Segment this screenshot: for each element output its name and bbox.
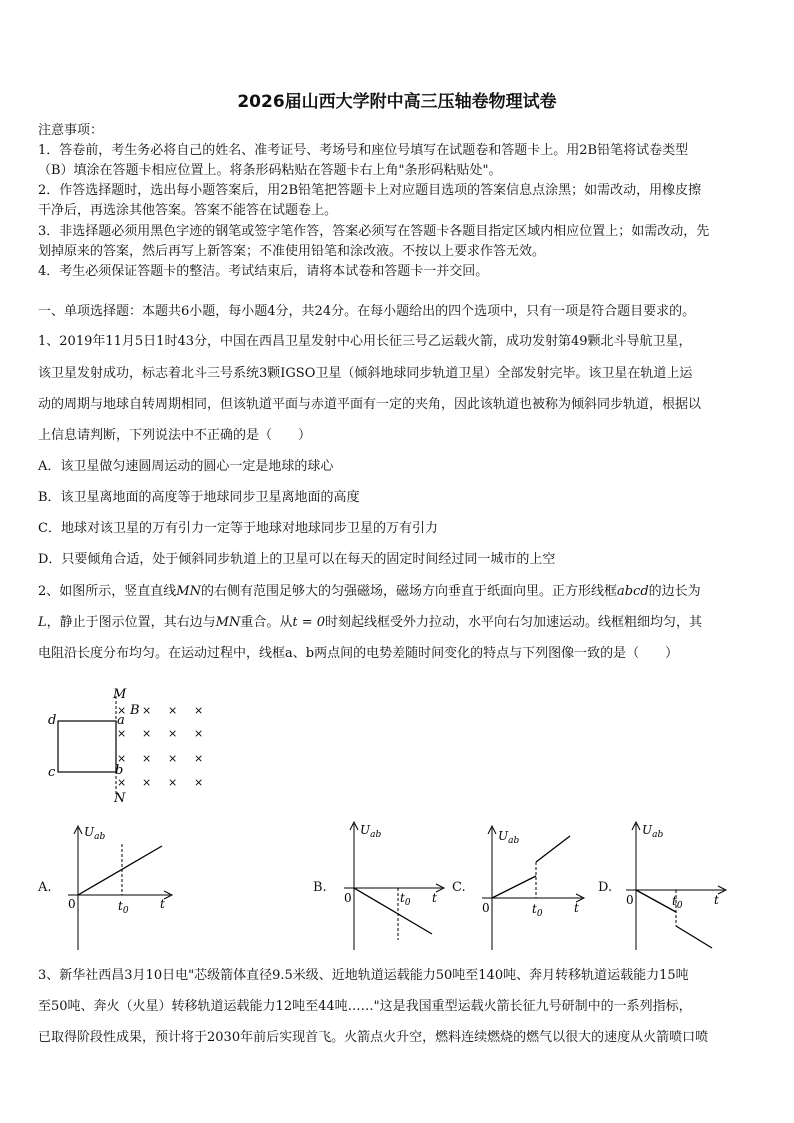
t-label: t (714, 893, 719, 907)
curve-segment-2 (536, 836, 570, 862)
origin-label: 0 (626, 893, 634, 907)
q2-frame-figure (40, 684, 220, 808)
notice-line: 4．考生必须保证答题卡的整洁。考试结束后，请将本试卷和答题卡一并交回。 (38, 264, 489, 279)
q1-stem-line: 1、2019年11月5日1时43分，中国在西昌卫星发射中心用长征三号乙运载火箭，成功发射第49颗北斗导航卫星， (38, 334, 692, 349)
curve (354, 888, 432, 934)
q3-stem-line: 3、新华社西昌3月10日电"芯级箭体直径9.5米级、近地轨道运载能力50吨至140吨、奔月转移轨道运载能力15吨 (38, 968, 689, 983)
curve-segment-1 (636, 890, 676, 912)
q3-stem-line: 已取得阶段性成果，预计将于2030年前后实现首飞。火箭点火升空，燃料连续燃烧的燃气以很大的速度从火箭喷口喷 (38, 1030, 709, 1045)
q2-option-d-label: D. (598, 880, 613, 895)
cross-mark: × (142, 752, 152, 765)
q3-stem-line: 至50吨、奔火（火星）转移轨道运载能力12吨至44吨……"这是我国重型运载火箭长征九号研制中的一系列指标， (38, 999, 692, 1014)
t0-label: $t_0$ (672, 894, 683, 911)
cross-mark: × (194, 727, 204, 740)
label-a: a (117, 713, 125, 728)
curve-segment-2 (676, 926, 712, 948)
q2-option-a-graph (62, 822, 182, 954)
label-m: M (113, 687, 127, 702)
y-label: $U_{ab}$ (84, 825, 106, 842)
q2-stem-line: 2、如图所示，竖直直线MN的右侧有范围足够大的匀强磁场，磁场方向垂直于纸面向里。正方形线框abcd的边长为 (38, 584, 701, 599)
y-label: $U_{ab}$ (642, 823, 664, 840)
origin-label: 0 (482, 901, 490, 915)
q2-stem-line: L，静止于图示位置，其右边与MN重合。从t = 0时刻起线框受外力拉动，水平向右匀加速运动。线框粗细均匀，其 (38, 615, 703, 630)
label-n: N (114, 791, 126, 806)
t-label: t (160, 897, 165, 911)
y-label: $U_{ab}$ (498, 829, 520, 846)
cross-mark: × (194, 776, 204, 789)
cross-mark: × (142, 776, 152, 789)
notice-line: 干净后，再选涂其他答案。答案不能答在试题卷上。 (38, 203, 338, 218)
label-d: d (48, 713, 57, 728)
cross-mark: × (117, 704, 127, 717)
cross-mark: × (117, 776, 127, 789)
origin-label: 0 (68, 897, 76, 911)
cross-mark: × (168, 727, 178, 740)
notice-heading: 注意事项： (38, 123, 104, 138)
section-heading: 一、单项选择题：本题共6小题，每小题4分，共24分。在每小题给出的四个选项中，只有一项是符合题目要求的。 (38, 304, 696, 319)
curve-segment-1 (492, 876, 536, 898)
notice-line: 3．非选择题必须用黑色字迹的钢笔或签字笔作答，答案必须写在答题卡各题目指定区域内相应位置上；如需改动，先 (38, 224, 710, 239)
t0-label: $t_0$ (532, 902, 543, 919)
cross-mark: × (142, 727, 152, 740)
q2-option-a-label: A. (38, 880, 52, 895)
square-frame (58, 721, 116, 772)
q2-option-d-graph (620, 818, 730, 954)
y-label: $U_{ab}$ (360, 823, 382, 840)
q1-option-c: C．地球对该卫星的万有引力一定等于地球对地球同步卫星的万有引力 (38, 521, 438, 536)
curve (78, 846, 162, 895)
cross-mark: × (142, 704, 152, 717)
q1-stem-line: 该卫星发射成功，标志着北斗三号系统3颗IGSO卫星（倾斜地球同步轨道卫星）全部发射完毕。该卫星在轨道上运 (38, 366, 693, 381)
t0-label: $t_0$ (400, 891, 411, 908)
cross-mark: × (117, 752, 127, 765)
cross-mark: × (194, 752, 204, 765)
notice-line: 划掉原来的答案，然后再写上新答案；不准使用铅笔和涂改液。不按以上要求作答无效。 (38, 244, 546, 259)
t-label: t (432, 891, 437, 905)
q2-option-b-graph (338, 818, 448, 954)
t0-label: $t_0$ (118, 899, 129, 916)
label-b-field: B (130, 703, 140, 718)
q1-stem-line: 上信息请判断，下列说法中不正确的是（ ） (38, 428, 312, 443)
q2-option-b-label: B. (313, 880, 327, 895)
cross-mark: × (194, 704, 204, 717)
q1-option-b: B．该卫星离地面的高度等于地球同步卫星离地面的高度 (38, 490, 360, 505)
cross-mark: × (168, 704, 178, 717)
q2-option-c-label: C. (452, 880, 466, 895)
notice-line: 1．答卷前，考生务必将自己的姓名、准考证号、考场号和座位号填写在试题卷和答题卡上。用2B铅笔将试卷类型 (38, 143, 689, 158)
q2-option-c-graph (478, 822, 588, 954)
t-label: t (574, 901, 579, 915)
notice-line: 2．作答选择题时，选出每小题答案后，用2B铅笔把答题卡上对应题目选项的答案信息点涂黑；如需改动，用橡皮擦 (38, 183, 702, 198)
q1-stem-line: 动的周期与地球自转周期相同，但该轨道平面与赤道平面有一定的夹角，因此该轨道也被称为倾斜同步轨道，根据以 (38, 397, 702, 412)
page-title: 2026届山西大学附中高三压轴卷物理试卷 (237, 92, 557, 112)
q2-stem-line: 电阻沿长度分布均匀。在运动过程中，线框a、b两点间的电势差随时间变化的特点与下列图像一致的是（ ） (38, 646, 679, 661)
q1-option-d: D．只要倾角合适，处于倾斜同步轨道上的卫星可以在每天的固定时间经过同一城市的上空 (38, 552, 556, 567)
cross-mark: × (117, 727, 127, 740)
q1-option-a: A．该卫星做匀速圆周运动的圆心一定是地球的球心 (38, 459, 334, 474)
label-b: b (115, 763, 124, 778)
notice-line: （B）填涂在答题卡相应位置上。将条形码粘贴在答题卡右上角"条形码粘贴处"。 (38, 163, 502, 178)
cross-mark: × (168, 776, 178, 789)
cross-mark: × (168, 752, 178, 765)
origin-label: 0 (344, 891, 352, 905)
label-c: c (48, 765, 56, 780)
